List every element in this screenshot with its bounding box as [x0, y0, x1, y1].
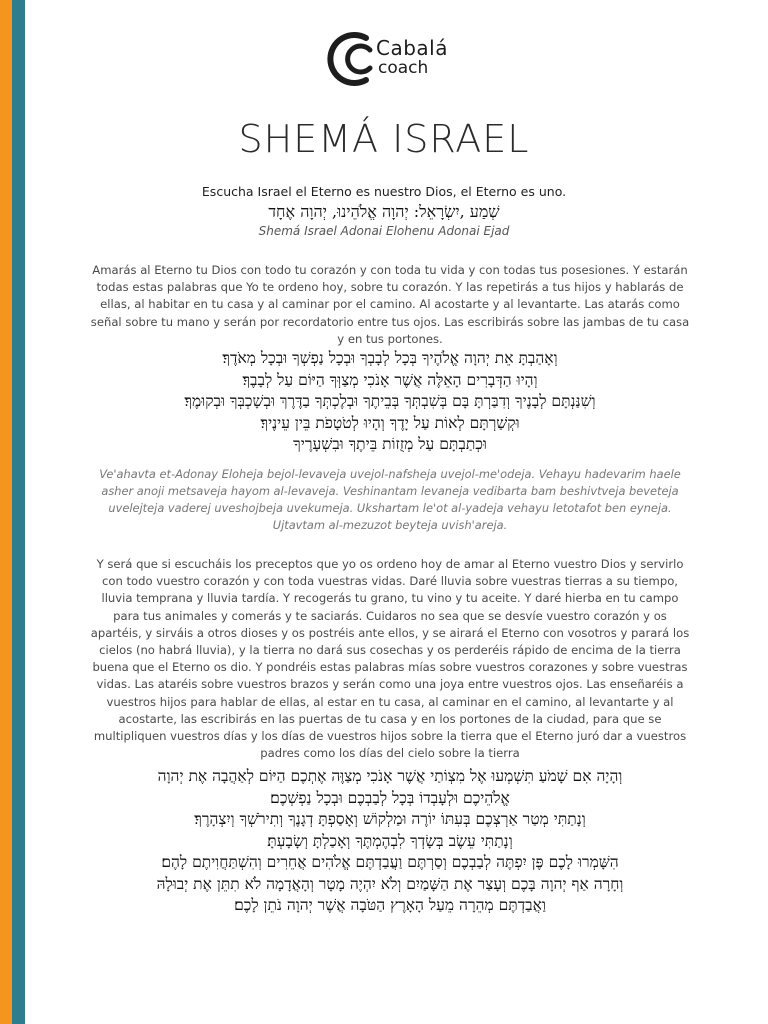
cabala-coach-logo — [326, 28, 446, 90]
logo-word-cabala: Cabalá — [376, 36, 448, 60]
transliteration-heading: Shemá Israel Adonai Elohenu Adonai Ejad — [258, 224, 510, 238]
paragraph-2: Y será que si escucháis los preceptos que yo os ordeno hoy de amar al Eterno vuestro Dios y servirlo con todo vuestro corazón y con toda vuestras vidas. Daré lluvia sobre vuestras tierras a su tiempo, lluvia temprana y lluvia tardía. Y recogerás tu grano, tu vino y tu aceite. Y daré hierba en tu campo para tus animales y comerás y te saciarás. Cuidaros no sea que se desvíe vuestro corazón y os apartéis, y sirváis a otros dioses y os postréis ante ellos, y se airará el Eterno con vosotros y parará los cielos (no habrá lluvia), y la tierra no dará sus cosechas y os perderéis rápido de encima de la tierra buena que el Eterno os dio. Y pondréis estas palabras mías sobre vuestros corazones y sobre vuestras vidas. Las ataréis sobre vuestros brazos y serán como una joya entre vuestros ojos. Las enseñaréis a vuestros hijos para hablar de ellas, al estar en tu casa, al caminar en el camino, al levantarte y al acostarte, las escribirás en las puertas de tu casa y en los portones de la ciudad, para que se multipliquen vuestros días y los días de vuestros hijos sobre la tierra que el Eterno juró dar a vuestros padres como los días del cielo sobre la tierra — [90, 557, 690, 761]
hebrew-block-1 — [88, 348, 692, 456]
transliteration-block-1: Ve'ahavta et-Adonay Eloheja bejol-levaveja uvejol-nafsheja uvejol-me'odeja. Vehayu hadevarim haele asher anoji metsaveja hayom al-levaveja. Veshinantam levaneja vedibarta bam beshivtveja beveteja uvelejteja vaderej uveshojbeja uvekumeja. Ukshartam le'ot al-yadeja vehayu letotafot ben eyneja. Ujtavtam al-mezuzot beyteja uvish'areja. — [99, 467, 681, 532]
hebrew-heading: שְׁמַע ,יִשְׂרָאֵל: יְהוָה אֱלֹהֵינוּ, יְהוָה אֶחָד — [268, 202, 500, 221]
hebrew-line: וְהָיוּ הַדְּבָרִים הָאֵלֶּה אֲשֶׁר אָנֹכִי מְצַוְּךָ הַיּוֹם עַל לְבָבֶךָ׃ — [242, 370, 538, 389]
hebrew-line: וְהָיָה אִם שָׁמֹעַ תִּשְׁמְעוּ אֶל מִצְוֹתַי אֲשֶׁר אָנֹכִי מְצַוֶּה אֶתְכֶם הַיּוֹם לְאַהֲבָה אֶת יְהוָה — [157, 767, 623, 785]
hebrew-line: אֱלֹהֵיכֶם וּלְעָבְדוֹ בְּכָל לְבַבְכֶם וּבְכָל נַפְשְׁכֶם׃ — [270, 788, 510, 807]
subtitle: Escucha Israel el Eterno es nuestro Dios, el Eterno es uno. — [201, 184, 567, 199]
hebrew-line: וְאָהַבְתָּ אֵת יְהוָה אֱלֹהֶיךָ בְּכָל לְבָבְךָ וּבְכָל נַפְשְׁךָ וּבְכָל מְאֹדֶךָ׃ — [222, 349, 558, 367]
hebrew-line: וְנָתַתִּי מְטַר אַרְצְכֶם בְּעִתּוֹ יוֹרֶה וּמַלְקוֹשׁ וְאָסַפְתָּ דְגָנֶךָ וְתִירֹשְׁךָ וְיִצְהָרֶךָ׃ — [194, 810, 586, 828]
hebrew-block-2 — [88, 766, 692, 917]
paragraph-1: Amarás al Eterno tu Dios con todo tu corazón y con toda tu vida y con todas tus posesiones. Y estarán todas estas palabras que Yo te ordeno hoy, sobre tu corazón. Y las repetirás a tus hijos y hablarás de ellas, al habitar en tu casa y al caminar por el camino. Al acostarte y al levantarte. Las atarás como señal sobre tu mano y serán por recordatorio entre tus ojos. Las escribirás sobre las jambas de tu casa y en tus portones. — [90, 263, 690, 346]
hebrew-line: וְשִׁנַּנְתָּם לְבָנֶיךָ וְדִבַּרְתָּ בָּם בְּשִׁבְתְּךָ בְּבֵיתֶךָ וּבְלֶכְתְּךָ בַדֶּרֶךְ וּבְשָׁכְבְּךָ וּבְקוּמֶךָ׃ — [184, 392, 596, 410]
hebrew-line: וּכְתַבְתָּם עַל מְזֻזוֹת בֵּיתֶךָ וּבִשְׁעָרֶיךָ — [293, 435, 487, 453]
hebrew-line: וַאֲבַדְתֶּם מְהֵרָה מֵעַל הָאָרֶץ הַטֹּבָה אֲשֶׁר יְהוָה נֹתֵן לָכֶם׃ — [234, 896, 546, 914]
hebrew-line: וְנָתַתִּי עֵשֶׂב בְּשָׂדְךָ לִבְהֶמְתֶּךָ וְאָכַלְתָּ וְשָׂבָעְתָּ׃ — [267, 831, 513, 850]
left-teal-bar — [12, 0, 25, 1024]
left-orange-bar — [0, 0, 12, 1024]
page-title: SHEMÁ ISRAEL — [238, 117, 530, 161]
logo-word-coach: coach — [378, 58, 429, 78]
hebrew-line: וְחָרָה אַף יְהוָה בָּכֶם וְעָצַר אֶת הַשָּׁמַיִם וְלֹא יִהְיֶה מָטָר וְהָאֲדָמָה לֹא תִתֵּן אֶת יְבוּלָהּ — [156, 874, 624, 893]
hebrew-line: הִשָּׁמְרוּ לָכֶם פֶּן יִפְתֶּה לְבַבְכֶם וְסַרְתֶּם וַעֲבַדְתֶּם אֱלֹהִים אֲחֵרִים וְהִשְׁתַּחֲוִיתֶם לָהֶם׃ — [161, 853, 619, 871]
hebrew-line: וּקְשַׁרְתָּם לְאוֹת עַל יָדֶךָ וְהָיוּ לְטֹטָפֹת בֵּין עֵינֶיךָ׃ — [260, 413, 520, 432]
